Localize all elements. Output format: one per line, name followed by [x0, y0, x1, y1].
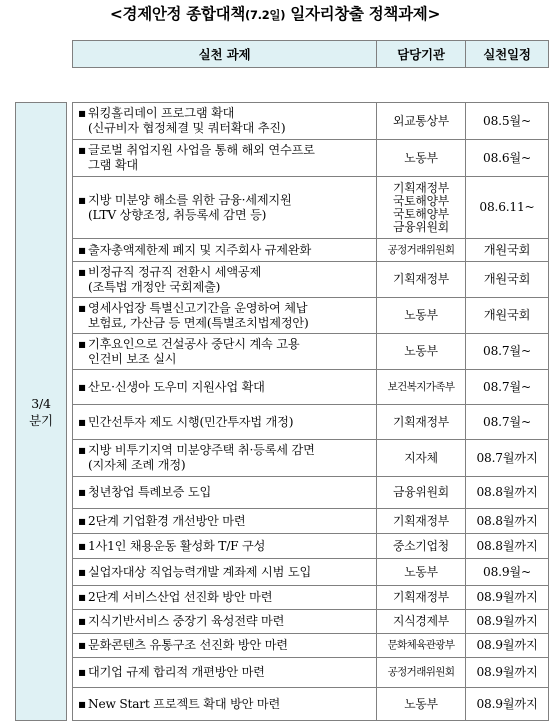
agency-name: 공정거래위원회	[387, 243, 455, 256]
table-row	[16, 634, 549, 658]
task-line	[78, 352, 374, 367]
task-line	[78, 265, 374, 280]
table-row	[16, 298, 549, 334]
header-date: 실천일정	[466, 41, 549, 68]
agency-name: 기획재정부	[393, 272, 449, 286]
agency-name: 노동부	[404, 150, 438, 165]
agency-name: 금융위원회	[393, 485, 449, 499]
bullet-icon: ▪	[78, 513, 87, 528]
agency-name: 외교통상부	[393, 113, 449, 128]
bullet-icon: ▪	[78, 638, 87, 652]
task-line	[78, 280, 374, 295]
task-text: 기후요인으로 건설공사 중단시 계속 고용	[88, 336, 300, 351]
header-agency: 담당기관	[377, 41, 466, 68]
agency-name: 노동부	[404, 564, 438, 579]
bullet-icon: ▪	[78, 538, 87, 553]
bullet-icon: ▪	[78, 564, 87, 579]
agency-cell	[377, 477, 466, 509]
header-task: 실천 과제	[73, 41, 377, 68]
agency-name: 보건복지가족부	[387, 380, 455, 393]
task-cell	[73, 477, 377, 509]
task-cell	[73, 103, 377, 140]
bullet-icon	[78, 121, 88, 136]
bullet-icon: ▪	[78, 143, 87, 157]
agency-name: 중소기업청	[393, 538, 449, 553]
agency-cell	[377, 370, 466, 405]
period-cell	[16, 103, 67, 721]
task-cell	[73, 262, 377, 298]
agency-cell	[377, 140, 466, 177]
task-line	[78, 539, 374, 554]
table-row	[16, 140, 549, 177]
agency-name: 금융위원회	[393, 219, 449, 234]
table-row	[16, 534, 549, 559]
task-line	[78, 638, 374, 653]
task-cell	[73, 334, 377, 370]
task-cell	[73, 177, 377, 239]
bullet-icon: ▪	[78, 192, 87, 207]
bullet-icon	[78, 158, 88, 173]
schedule-cell: 08.8월까지	[466, 477, 549, 509]
table-row	[16, 509, 549, 534]
title-date: (7.2일)	[245, 8, 286, 22]
agency-cell	[377, 634, 466, 658]
task-text: 지방 비투기지역 미분양주택 취·등록세 감면	[88, 443, 315, 457]
task-text: 실업자대상 직업능력개발 계좌제 시범 도입	[88, 564, 312, 579]
bullet-icon: ▪	[78, 264, 87, 279]
table-row	[16, 440, 549, 477]
task-line	[78, 158, 374, 173]
agency-name: 기획재정부	[393, 414, 449, 429]
schedule-cell: 08.9월까지	[466, 658, 549, 688]
task-line	[78, 514, 374, 529]
task-text: (신규비자 협정체결 및 쿼터확대 추진)	[88, 121, 286, 135]
bullet-icon: ▪	[78, 336, 87, 351]
task-text: 출자총액제한제 폐지 및 지주회사 규제완화	[88, 242, 312, 257]
task-cell	[73, 440, 377, 477]
table-body	[16, 103, 549, 721]
task-text: 그램 확대	[88, 158, 138, 172]
task-cell	[73, 610, 377, 634]
agency-cell	[377, 658, 466, 688]
schedule-cell: 개원국회	[466, 239, 549, 262]
bullet-icon	[78, 458, 88, 473]
schedule-cell: 08.9월~	[466, 559, 549, 586]
agency-cell	[377, 509, 466, 534]
header-blank	[16, 41, 67, 68]
schedule-cell: 08.7월~	[466, 370, 549, 405]
schedule-cell: 08.9월까지	[466, 688, 549, 721]
agency-name: 기획재정부	[393, 590, 449, 604]
policy-table	[15, 40, 549, 721]
task-text: 지방 미분양 해소를 위한 금융·세제지원	[88, 192, 292, 207]
table-row	[16, 239, 549, 262]
task-line	[78, 337, 374, 352]
task-line	[78, 316, 374, 331]
table-row	[16, 477, 549, 509]
bullet-icon: ▪	[78, 443, 87, 457]
task-text: 비정규직 정규직 전환시 세액공제	[88, 264, 262, 279]
bullet-icon: ▪	[78, 590, 87, 604]
agency-name: 공정거래위원회	[387, 666, 455, 678]
bullet-icon: ▪	[78, 696, 87, 711]
task-text: (조특법 개정안 국회제출)	[88, 279, 221, 294]
bullet-icon: ▪	[78, 485, 87, 499]
agency-name: 노동부	[404, 696, 438, 711]
task-text: 영세사업장 특별신고기간을 운영하여 체납	[88, 300, 308, 315]
task-line	[78, 665, 374, 680]
period-line2: 분기	[29, 412, 53, 428]
task-text: New Start 프로젝트 확대 방안 마련	[88, 696, 281, 711]
task-cell	[73, 534, 377, 559]
bullet-icon: ▪	[78, 379, 87, 394]
agency-name: 기획재정부	[393, 513, 449, 528]
agency-cell	[377, 405, 466, 440]
agency-name: 노동부	[404, 308, 438, 322]
task-line	[78, 443, 374, 458]
task-text: 1사1인 채용운동 활성화 T/F 구성	[88, 538, 266, 553]
task-text: 글로벌 취업지원 사업을 통해 해외 연수프로	[88, 143, 315, 157]
schedule-cell: 08.7월~	[466, 334, 549, 370]
bullet-icon	[78, 208, 88, 223]
table-row	[16, 586, 549, 610]
header-row	[16, 41, 549, 68]
agency-cell	[377, 534, 466, 559]
agency-cell	[377, 239, 466, 262]
task-line	[78, 458, 374, 473]
agency-cell	[377, 298, 466, 334]
bullet-icon: ▪	[78, 242, 87, 257]
agency-name: 기획재정부	[393, 180, 449, 195]
task-line	[78, 193, 374, 208]
task-line	[78, 380, 374, 395]
task-cell	[73, 658, 377, 688]
task-line	[78, 565, 374, 580]
bullet-icon	[78, 280, 88, 295]
agency-cell	[377, 262, 466, 298]
task-cell	[73, 559, 377, 586]
task-text: 워킹홀리데이 프로그램 확대	[88, 106, 235, 120]
task-cell	[73, 239, 377, 262]
task-text: (지자체 조례 개정)	[88, 458, 186, 472]
schedule-cell: 개원국회	[466, 262, 549, 298]
task-cell	[73, 509, 377, 534]
table-row	[16, 334, 549, 370]
task-line	[78, 415, 374, 430]
task-line	[78, 614, 374, 629]
task-cell	[73, 688, 377, 721]
table-row	[16, 559, 549, 586]
bullet-icon	[78, 316, 88, 331]
bullet-icon: ▪	[78, 665, 87, 679]
table-row	[16, 103, 549, 140]
task-cell	[73, 370, 377, 405]
schedule-cell: 08.8월까지	[466, 534, 549, 559]
schedule-cell: 08.6.11~	[466, 177, 549, 239]
table-row	[16, 610, 549, 634]
bullet-icon: ▪	[78, 414, 87, 429]
schedule-cell: 08.7월~	[466, 405, 549, 440]
title-rest: 일자리창출 정책과제>	[285, 5, 441, 23]
agency-name: 문화체육관광부	[387, 639, 455, 651]
bullet-icon	[78, 352, 88, 367]
task-text: 대기업 규제 합리적 개편방안 마련	[88, 665, 265, 679]
bullet-icon: ▪	[78, 300, 87, 315]
task-line	[78, 697, 374, 712]
agency-cell	[377, 334, 466, 370]
schedule-cell: 08.5월~	[466, 103, 549, 140]
task-text: 2단계 기업환경 개선방안 마련	[88, 513, 246, 528]
spacer-row	[16, 68, 549, 103]
schedule-cell: 08.7월까지	[466, 440, 549, 477]
schedule-cell: 08.9월까지	[466, 634, 549, 658]
task-line	[78, 485, 374, 500]
task-text: 보험료, 가산금 등 면제(특별조치법제정안)	[88, 315, 309, 330]
agency-cell	[377, 688, 466, 721]
agency-cell	[377, 440, 466, 477]
schedule-cell: 08.9월까지	[466, 610, 549, 634]
table-row	[16, 658, 549, 688]
period-line1: 3/4	[31, 395, 51, 411]
agency-cell	[377, 177, 466, 239]
agency-name: 노동부	[404, 344, 438, 358]
task-line	[78, 208, 374, 223]
table-row	[16, 688, 549, 721]
task-line	[78, 143, 374, 158]
agency-name: 국토해양부	[393, 193, 449, 208]
table-row	[16, 370, 549, 405]
task-cell	[73, 634, 377, 658]
title-main: <경제안정 종합대책	[109, 5, 245, 23]
task-cell	[73, 586, 377, 610]
bullet-icon: ▪	[78, 106, 87, 120]
task-line	[78, 106, 374, 121]
table-row	[16, 405, 549, 440]
task-text: 2단계 서비스산업 선진화 방안 마련	[88, 590, 273, 604]
task-cell	[73, 405, 377, 440]
task-text: 지식기반서비스 중장기 육성전략 마련	[88, 614, 285, 628]
agency-name: 지자체	[404, 450, 438, 465]
page-title	[0, 2, 550, 24]
bullet-icon: ▪	[78, 614, 87, 628]
agency-name: 국토해양부	[393, 206, 449, 221]
table-row	[16, 262, 549, 298]
task-text: 인건비 보조 실시	[88, 351, 177, 366]
schedule-cell: 개원국회	[466, 298, 549, 334]
schedule-cell: 08.6월~	[466, 140, 549, 177]
agency-cell	[377, 559, 466, 586]
task-text: (LTV 상향조정, 취등록세 감면 등)	[88, 207, 267, 222]
schedule-cell: 08.8월까지	[466, 509, 549, 534]
task-line	[78, 243, 374, 258]
task-line	[78, 121, 374, 136]
task-text: 문화콘텐츠 유통구조 선진화 방안 마련	[88, 638, 288, 652]
task-cell	[73, 140, 377, 177]
task-line	[78, 301, 374, 316]
schedule-cell: 08.9월까지	[466, 586, 549, 610]
task-line	[78, 590, 374, 605]
agency-cell	[377, 586, 466, 610]
task-text: 청년창업 특례보증 도입	[88, 485, 212, 499]
task-cell	[73, 298, 377, 334]
task-text: 민간선투자 제도 시행(민간투자법 개정)	[88, 414, 294, 429]
table-row	[16, 177, 549, 239]
task-text: 산모·신생아 도우미 지원사업 확대	[88, 379, 265, 394]
agency-cell	[377, 103, 466, 140]
agency-cell	[377, 610, 466, 634]
agency-name: 지식경제부	[393, 614, 449, 628]
